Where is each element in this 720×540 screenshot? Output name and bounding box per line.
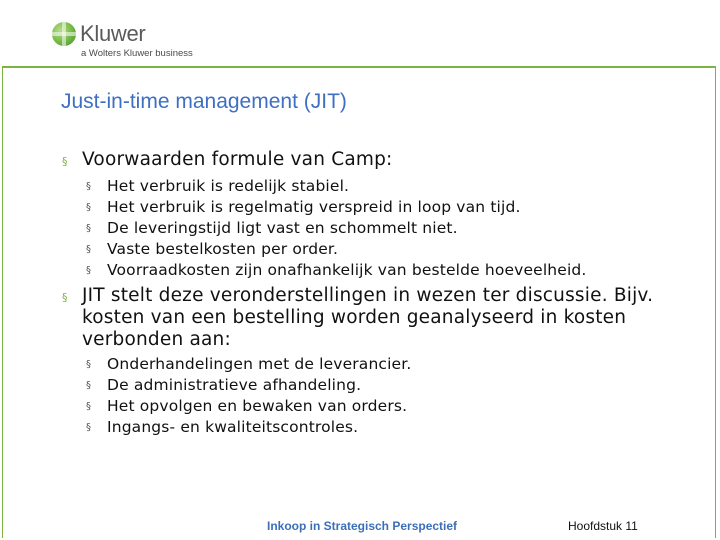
bullet-icon: § — [86, 244, 92, 255]
sub-bullet-item — [86, 396, 682, 417]
bullet-text: JIT stelt deze veronderstellingen in wezen ter discussie. Bijv. kosten van een bestelling worden geanalyseerd in kosten verbonden aan: — [82, 285, 654, 350]
bullet-icon: § — [86, 401, 92, 412]
sub-bullet-text: Vaste bestelkosten per order. — [107, 240, 339, 258]
bullet-icon: § — [62, 291, 68, 304]
bullet-item — [62, 149, 682, 173]
sub-bullet-item — [86, 239, 682, 260]
bullet-icon: § — [86, 202, 92, 213]
bullet-icon: § — [86, 359, 92, 370]
sub-bullet-item — [86, 218, 682, 239]
sub-bullet-text: Ingangs- en kwaliteitscontroles. — [107, 418, 359, 436]
footer-chapter: Hoofdstuk 11 — [568, 519, 638, 533]
sub-bullet-text: De leveringstijd ligt vast en schommelt niet. — [107, 219, 458, 237]
sub-bullet-item — [86, 176, 682, 197]
bullet-item — [62, 285, 682, 351]
bullet-icon: § — [86, 265, 92, 276]
logo-tagline: a Wolters Kluwer business — [81, 48, 193, 59]
footer-course-title: Inkoop in Strategisch Perspectief — [267, 519, 458, 533]
bullet-icon: § — [62, 155, 68, 168]
bullet-icon: § — [86, 380, 92, 391]
slide-content — [62, 147, 682, 442]
sub-bullet-text: Het verbruik is regelmatig verspreid in loop van tijd. — [107, 198, 521, 216]
bullet-icon: § — [86, 223, 92, 234]
slide-title: Just-in-time management (JIT) — [61, 90, 347, 113]
bullet-text: Voorwaarden formule van Camp: — [82, 149, 393, 170]
logo-name: Kluwer — [80, 21, 146, 46]
globe-logo-icon — [52, 22, 76, 46]
sub-bullet-item — [86, 417, 682, 438]
sub-bullet-list — [86, 354, 682, 438]
sub-bullet-text: Het verbruik is redelijk stabiel. — [107, 177, 350, 195]
sub-bullet-item — [86, 197, 682, 218]
brand-logo — [50, 18, 230, 63]
bullet-icon: § — [86, 181, 92, 192]
sub-bullet-list — [86, 176, 682, 281]
sub-bullet-item — [86, 260, 682, 281]
sub-bullet-text: De administratieve afhandeling. — [107, 376, 362, 394]
sub-bullet-text: Onderhandelingen met de leverancier. — [107, 355, 412, 373]
sub-bullet-text: Voorraadkosten zijn onafhankelijk van bestelde hoeveelheid. — [107, 261, 587, 279]
sub-bullet-item — [86, 354, 682, 375]
sub-bullet-text: Het opvolgen en bewaken van orders. — [107, 397, 408, 415]
sub-bullet-item — [86, 375, 682, 396]
bullet-icon: § — [86, 422, 92, 433]
